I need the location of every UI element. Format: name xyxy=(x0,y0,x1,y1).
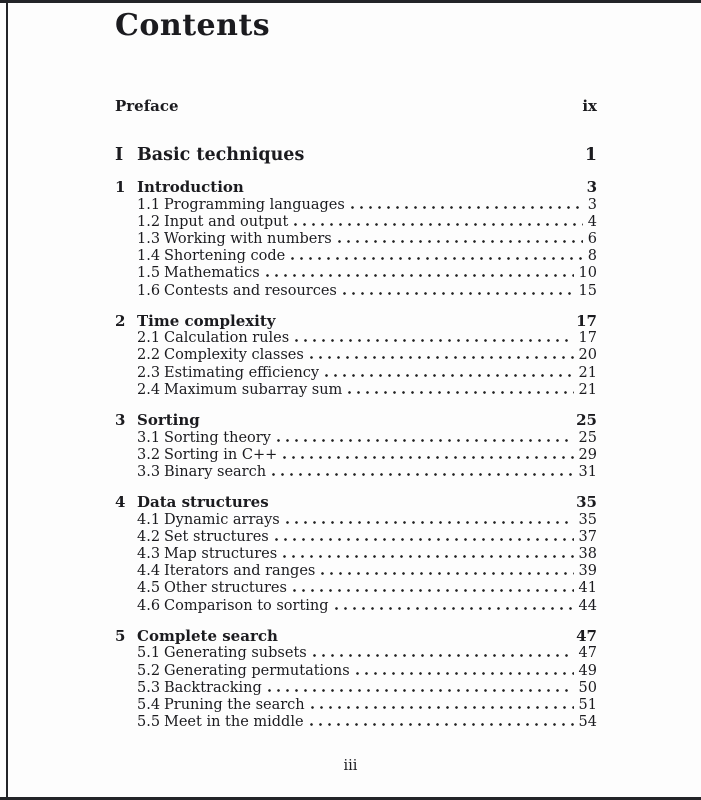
toc-parts xyxy=(115,144,597,166)
dotted-leader xyxy=(310,723,574,726)
entry-number: 1.4 xyxy=(137,248,161,265)
entry-number: 3.3 xyxy=(137,463,161,480)
entry-title: Programming languages xyxy=(164,196,345,213)
entry-page-number: 38 xyxy=(578,546,597,563)
entry-title: Generating permutations xyxy=(164,662,350,679)
toc-chapter-block xyxy=(115,313,597,399)
entry-number: 1.5 xyxy=(137,265,161,282)
toc-section-row[interactable] xyxy=(115,214,597,231)
toc-page xyxy=(115,0,597,731)
entry-page-number: 35 xyxy=(578,511,597,528)
toc-section-row[interactable] xyxy=(115,563,597,580)
entry-title: Sorting xyxy=(137,411,200,430)
entry-page-number: 8 xyxy=(587,248,597,265)
toc-entry-preface[interactable] xyxy=(115,97,597,115)
entry-title: Input and output xyxy=(164,213,289,230)
entry-page-number: 47 xyxy=(578,645,597,662)
toc-section-row[interactable] xyxy=(115,598,597,615)
entry-number: 1.1 xyxy=(137,196,161,213)
entry-number: 1.2 xyxy=(137,213,161,230)
entry-title: Other structures xyxy=(164,580,287,597)
entry-page-number: 21 xyxy=(578,381,597,398)
toc-section-row[interactable] xyxy=(115,197,597,214)
toc-section-row[interactable] xyxy=(115,697,597,714)
dotted-leader xyxy=(283,456,573,459)
toc-part-row[interactable] xyxy=(115,144,597,166)
entry-title: Preface xyxy=(115,97,179,115)
entry-number: 4.3 xyxy=(137,546,161,563)
entry-title: Pruning the search xyxy=(164,696,305,713)
entry-page-number: 29 xyxy=(578,446,597,463)
toc-section-row[interactable] xyxy=(115,347,597,364)
entry-number: I xyxy=(115,145,124,165)
toc-chapter-row[interactable] xyxy=(115,412,597,430)
entry-page-number: 25 xyxy=(576,411,597,430)
dotted-leader xyxy=(277,439,574,442)
entry-page-number: 41 xyxy=(578,580,597,597)
entry-page-number: 31 xyxy=(578,463,597,480)
toc-front-matter xyxy=(115,97,597,115)
dotted-leader xyxy=(313,654,574,657)
entry-number: 5.3 xyxy=(137,679,161,696)
entry-page-number: 4 xyxy=(587,213,597,230)
entry-page-number: 1 xyxy=(584,145,597,165)
entry-number: 1 xyxy=(115,178,126,196)
entry-number: 5 xyxy=(115,626,126,645)
footer-page-number: iii xyxy=(343,758,358,774)
entry-page-number: 49 xyxy=(578,662,597,679)
entry-number: 3 xyxy=(115,411,126,430)
entry-number: 5.4 xyxy=(137,696,161,713)
entry-title: Sorting theory xyxy=(164,429,271,446)
entry-number: 2.4 xyxy=(137,381,161,398)
entry-title: Complete search xyxy=(137,626,278,645)
page-edge-left xyxy=(6,0,8,800)
entry-number: 4.6 xyxy=(137,597,161,614)
entry-page-number: 50 xyxy=(578,679,597,696)
toc-section-row[interactable] xyxy=(115,265,597,282)
entry-title: Backtracking xyxy=(164,679,262,696)
entry-page-number: 17 xyxy=(578,330,597,347)
dotted-leader xyxy=(311,706,574,709)
entry-title: Maximum subarray sum xyxy=(164,381,343,398)
entry-number: 4.4 xyxy=(137,563,161,580)
entry-title: Time complexity xyxy=(137,311,276,330)
dotted-leader xyxy=(266,274,574,277)
entry-page-number: 51 xyxy=(578,696,597,713)
dotted-leader xyxy=(343,292,574,295)
entry-page-number: 20 xyxy=(578,347,597,364)
dotted-leader xyxy=(310,356,574,359)
entry-page-number: 15 xyxy=(578,282,597,299)
toc-section-row[interactable] xyxy=(115,447,597,464)
entry-title: Estimating efficiency xyxy=(164,364,320,381)
toc-section-row[interactable] xyxy=(115,512,597,529)
entry-page-number: 17 xyxy=(576,311,597,330)
entry-page-number: 54 xyxy=(578,714,597,731)
toc-chapter-row[interactable] xyxy=(115,494,597,512)
dotted-leader xyxy=(348,391,573,394)
dotted-leader xyxy=(321,572,573,575)
dotted-leader xyxy=(338,240,583,243)
toc-section-row[interactable] xyxy=(115,663,597,680)
entry-title: Map structures xyxy=(164,546,278,563)
toc-section-row[interactable] xyxy=(115,546,597,563)
entry-title: Set structures xyxy=(164,528,269,545)
entry-number: 3.2 xyxy=(137,446,161,463)
entry-page-number: 37 xyxy=(578,528,597,545)
entry-title: Calculation rules xyxy=(164,330,290,347)
toc-section-row[interactable] xyxy=(115,382,597,399)
entry-number: 4.2 xyxy=(137,528,161,545)
toc-section-row[interactable] xyxy=(115,330,597,347)
entry-number: 5.1 xyxy=(137,645,161,662)
entry-number: 2.1 xyxy=(137,330,161,347)
toc-section-row[interactable] xyxy=(115,464,597,481)
toc-section-row[interactable] xyxy=(115,680,597,697)
toc-section-row[interactable] xyxy=(115,248,597,265)
entry-page-number: 3 xyxy=(586,178,597,196)
toc-section-row[interactable] xyxy=(115,645,597,662)
toc-section-row[interactable] xyxy=(115,580,597,597)
entry-number: 2.2 xyxy=(137,347,161,364)
entry-title: Dynamic arrays xyxy=(164,511,280,528)
dotted-leader xyxy=(335,607,574,610)
dotted-leader xyxy=(294,223,582,226)
toc-chapter-block xyxy=(115,179,597,300)
entry-number: 2 xyxy=(115,311,126,330)
toc-section-row[interactable] xyxy=(115,529,597,546)
dotted-leader xyxy=(351,206,583,209)
entry-title: Mathematics xyxy=(164,265,260,282)
entry-title: Binary search xyxy=(164,463,267,480)
toc-chapters xyxy=(115,179,597,731)
entry-title: Complexity classes xyxy=(164,347,304,364)
dotted-leader xyxy=(325,374,573,377)
toc-chapter-block xyxy=(115,412,597,481)
toc-chapter-block xyxy=(115,494,597,615)
entry-page-number: 44 xyxy=(578,597,597,614)
entry-page-number: 10 xyxy=(578,265,597,282)
toc-section-row[interactable] xyxy=(115,365,597,382)
toc-section-row[interactable] xyxy=(115,714,597,731)
entry-number: 3.1 xyxy=(137,429,161,446)
entry-page-number: 35 xyxy=(576,493,597,512)
dotted-leader xyxy=(286,521,574,524)
entry-page-number: 47 xyxy=(576,626,597,645)
entry-title: Working with numbers xyxy=(164,230,332,247)
entry-page-number: 21 xyxy=(578,364,597,381)
entry-number: 4.5 xyxy=(137,580,161,597)
dotted-leader xyxy=(283,555,573,558)
entry-page-number: 3 xyxy=(587,196,597,213)
entry-number: 1.6 xyxy=(137,282,161,299)
dotted-leader xyxy=(293,589,574,592)
toc-chapter-row[interactable] xyxy=(115,628,597,646)
entry-title: Basic techniques xyxy=(137,145,305,165)
dotted-leader xyxy=(356,672,574,675)
entry-number: 5.2 xyxy=(137,662,161,679)
entry-number: 4.1 xyxy=(137,511,161,528)
toc-chapter-block xyxy=(115,628,597,732)
dotted-leader xyxy=(272,473,573,476)
entry-page-number: ix xyxy=(582,97,597,115)
toc-section-row[interactable] xyxy=(115,231,597,248)
toc-chapter-row[interactable] xyxy=(115,179,597,197)
entry-title: Contests and resources xyxy=(164,282,337,299)
entry-title: Iterators and ranges xyxy=(164,563,316,580)
dotted-leader xyxy=(295,339,573,342)
entry-page-number: 25 xyxy=(578,429,597,446)
entry-number: 2.3 xyxy=(137,364,161,381)
entry-title: Sorting in C++ xyxy=(164,446,278,463)
dotted-leader xyxy=(268,689,574,692)
entry-title: Shortening code xyxy=(164,248,286,265)
entry-title: Introduction xyxy=(137,178,244,196)
page-title: Contents xyxy=(115,8,271,43)
entry-number: 5.5 xyxy=(137,714,161,731)
entry-page-number: 6 xyxy=(587,230,597,247)
entry-number: 4 xyxy=(115,493,126,512)
entry-page-number: 39 xyxy=(578,563,597,580)
entry-title: Generating subsets xyxy=(164,645,307,662)
toc-section-row[interactable] xyxy=(115,283,597,300)
entry-title: Data structures xyxy=(137,493,269,512)
dotted-leader xyxy=(291,257,583,260)
dotted-leader xyxy=(275,538,574,541)
toc-section-row[interactable] xyxy=(115,430,597,447)
entry-title: Comparison to sorting xyxy=(164,597,329,614)
page-edge-top xyxy=(0,0,701,3)
entry-title: Meet in the middle xyxy=(164,714,304,731)
entry-number: 1.3 xyxy=(137,230,161,247)
toc-chapter-row[interactable] xyxy=(115,313,597,331)
